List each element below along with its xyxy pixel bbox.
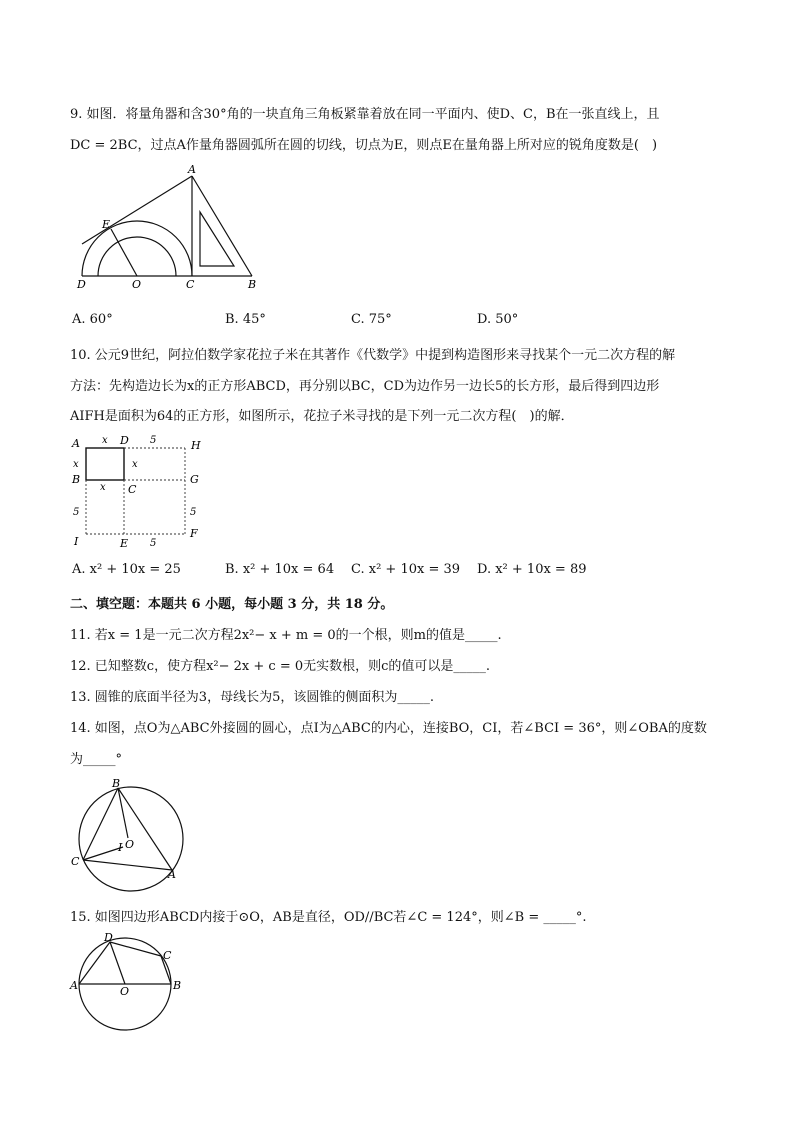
q13-text: 13. 圆锥的底面半径为3，母线长为5，该圆锥的侧面积为_____. <box>70 690 434 705</box>
q10-label-d: D <box>120 434 129 447</box>
q10-option-d[interactable]: D. x² + 10x = 89 <box>477 562 587 577</box>
q10-text-line3: AIFH是面积为64的正方形，如图所示，花拉子米寻找的是下列一元二次方程( )的解． <box>70 409 574 424</box>
q15-text-line1: 15. 如图四边形ABCD内接于⊙O，AB是直径，OD//BC若∠C = 124°，则∠B = _____°. <box>70 910 587 925</box>
q10-option-a[interactable]: A. x² + 10x = 25 <box>72 562 181 577</box>
q15-label-c: C <box>163 949 172 962</box>
q9-option-b[interactable]: B. 45° <box>225 312 266 327</box>
q9-text-line2: DC = 2BC，过点A作量角器圆弧所在圆的切线，切点为E，则点E在量角器上所对应的锐角度数是( ) <box>70 138 658 153</box>
q14-figure <box>68 778 193 893</box>
q9-option-d[interactable]: D. 50° <box>477 312 519 327</box>
q10-text-line1: 10. 公元9世纪，阿拉伯数学家花拉子米在其著作《代数学》中提到构造图形来寻找某个一元二次方程的解 <box>70 348 676 363</box>
q14-label-o: O <box>125 838 135 851</box>
q15-label-d: D <box>104 932 113 944</box>
q15-label-b: B <box>173 979 182 992</box>
q14-label-c: C <box>71 855 80 868</box>
q9-option-c[interactable]: C. 75° <box>351 312 392 327</box>
q9-option-a[interactable]: A. 60° <box>72 312 113 327</box>
q9-options <box>72 312 518 327</box>
q10-label-g: G <box>190 473 199 486</box>
q9-label-a: A <box>188 163 196 176</box>
q9-protractor-inner <box>98 237 176 276</box>
q9-triangle-side-ab <box>192 176 252 276</box>
q15-segment-od <box>110 942 125 984</box>
q10-label-a: A <box>72 437 80 450</box>
q9-label-d: D <box>77 278 86 291</box>
section-2-heading: 二、填空题：本题共 6 小题，每小题 3 分，共 18 分。 <box>70 597 394 612</box>
q14-text-line2: 为_____° <box>70 752 123 767</box>
q10-label-x-right: x <box>132 459 138 470</box>
q9-figure <box>74 162 274 292</box>
q10-label-5-bottom: 5 <box>150 538 157 549</box>
q10-label-h: H <box>191 439 201 452</box>
q10-options <box>72 562 587 577</box>
q14-text-line1: 14. 如图，点O为△ABC外接圆的圆心，点I为△ABC的内心，连接BO，CI，若∠BCI = 36°，则∠OBA的度数 <box>70 721 707 736</box>
q10-option-b[interactable]: B. x² + 10x = 64 <box>225 562 335 577</box>
q9-label-o: O <box>132 278 142 291</box>
q14-label-a: A <box>168 868 176 881</box>
q10-square-abcd <box>86 448 124 480</box>
q10-label-x-left: x <box>73 459 79 470</box>
q14-label-b: B <box>112 778 121 790</box>
q10-option-c[interactable]: C. x² + 10x = 39 <box>351 562 461 577</box>
q10-label-5-right: 5 <box>190 507 197 518</box>
q14-label-i: I <box>118 841 123 854</box>
q10-label-c: C <box>128 483 137 496</box>
q9-label-b: B <box>248 278 257 291</box>
q10-label-5-top: 5 <box>150 435 157 446</box>
q10-label-x-top: x <box>102 435 108 446</box>
q10-label-b: B <box>72 473 81 486</box>
q15-figure <box>68 932 193 1032</box>
q9-label-c: C <box>186 278 195 291</box>
q10-label-f: F <box>190 527 198 540</box>
q15-label-a: A <box>70 979 78 992</box>
q15-label-o: O <box>120 985 130 998</box>
q10-figure <box>68 432 218 554</box>
q10-label-5-left: 5 <box>73 507 80 518</box>
q9-label-e: E <box>102 218 111 231</box>
q10-label-e: E <box>120 537 129 550</box>
q10-text-line2: 方法：先构造边长为x的正方形ABCD，再分别以BC，CD为边作另一边长5的长方形，最后得到四边形 <box>70 379 660 394</box>
q9-tangent-line <box>82 176 192 244</box>
q11-text: 11. 若x = 1是一元二次方程2x²− x + m = 0的一个根，则m的值是_____. <box>70 628 502 643</box>
q10-label-x-bottom: x <box>100 482 106 493</box>
q9-radius-oe <box>111 229 137 276</box>
q9-text-line1: 9. 如图．将量角器和含30°角的一块直角三角板紧靠着放在同一平面内、使D、C，B在一张直线上，且 <box>70 107 660 122</box>
q9-triangle-hole <box>200 212 234 266</box>
q10-label-i: I <box>74 535 79 548</box>
q12-text: 12. 已知整数c，使方程x²− 2x + c = 0无实数根，则c的值可以是_____. <box>70 659 491 674</box>
